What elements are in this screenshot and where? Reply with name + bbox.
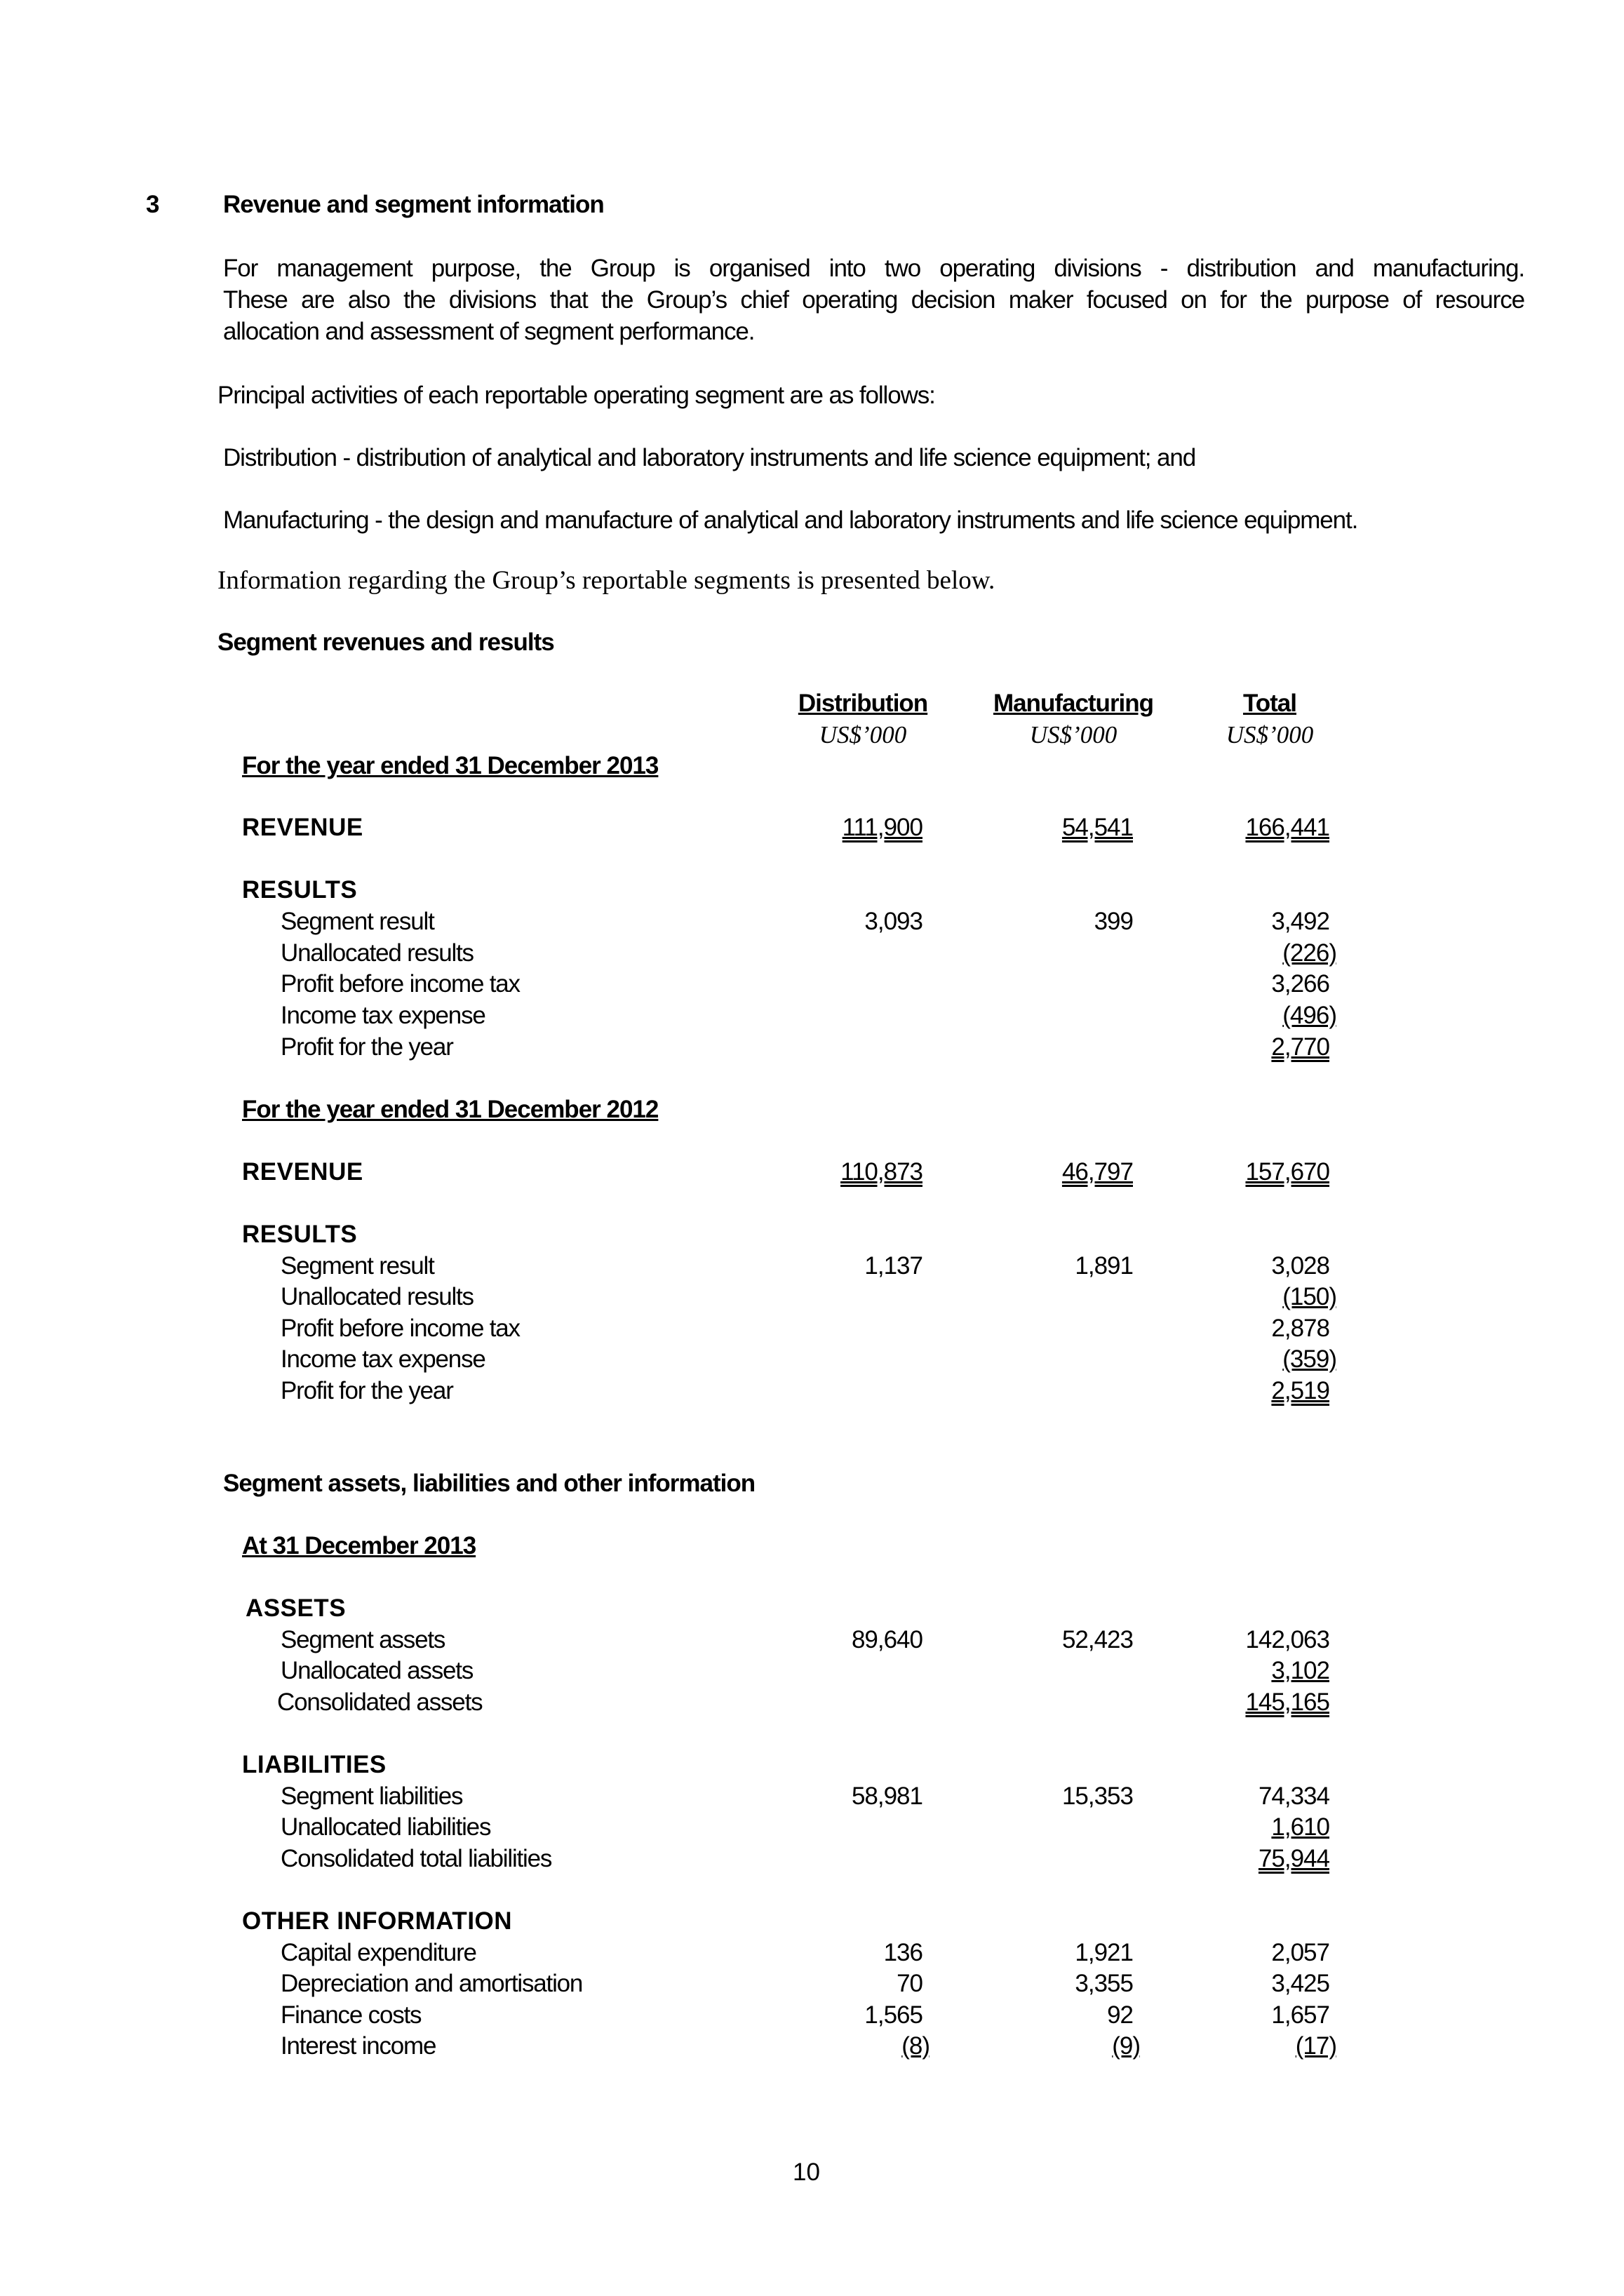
profit-before-tax-label: Profit before income tax: [281, 1315, 520, 1342]
consolidated-assets-total: 145,165: [1245, 1689, 1329, 1716]
column-unit-distribution: US$’000: [819, 721, 907, 748]
assets-section-title: Segment assets, liabilities and other information: [223, 1470, 756, 1497]
capex-total: 2,057: [1271, 1939, 1329, 1966]
segment-liabilities-manufacturing: 15,353: [1061, 1783, 1133, 1810]
unallocated-liabilities-total: 1,610: [1271, 1813, 1329, 1841]
revenue-label: REVENUE: [242, 814, 363, 841]
revenue-manufacturing-2012: 46,797: [1061, 1158, 1133, 1186]
interest-income-total: (17): [1295, 2032, 1336, 2060]
revenue-total-2012: 157,670: [1245, 1158, 1329, 1186]
income-tax-total-2012: (359): [1282, 1345, 1336, 1373]
profit-for-year-label: Profit for the year: [281, 1033, 453, 1061]
unallocated-results-total-2012: (150): [1282, 1283, 1336, 1310]
unallocated-results-label: Unallocated results: [281, 1283, 474, 1310]
segment-result-manufacturing-2013: 399: [1094, 908, 1133, 935]
year-2013-heading: For the year ended 31 December 2013: [242, 752, 659, 779]
profit-for-year-label: Profit for the year: [281, 1377, 453, 1404]
unallocated-assets-total: 3,102: [1271, 1657, 1329, 1684]
unallocated-results-label: Unallocated results: [281, 939, 474, 967]
finance-costs-manufacturing: 92: [1107, 2001, 1133, 2029]
segment-result-distribution-2013: 3,093: [864, 908, 922, 935]
income-tax-label: Income tax expense: [281, 1345, 485, 1373]
revenue-distribution-2012: 110,873: [840, 1158, 922, 1186]
unallocated-assets-label: Unallocated assets: [281, 1657, 474, 1684]
depreciation-manufacturing: 3,355: [1075, 1970, 1133, 1997]
segment-result-total-2013: 3,492: [1271, 908, 1329, 935]
profit-before-tax-total-2013: 3,266: [1271, 970, 1329, 998]
page-number: 10: [793, 2159, 820, 2186]
consolidated-liabilities-total: 75,944: [1258, 1845, 1329, 1872]
assets-date-heading: At 31 December 2013: [242, 1532, 476, 1559]
profit-before-tax-label: Profit before income tax: [281, 970, 520, 998]
results-label: RESULTS: [242, 1221, 358, 1248]
income-tax-total-2013: (496): [1282, 1002, 1336, 1029]
intro-line: These are also the divisions that the Group’s chief operating decision maker focused on for the purpose of resource: [223, 286, 1524, 314]
segment-liabilities-distribution: 58,981: [851, 1783, 922, 1810]
column-header-manufacturing: Manufacturing: [993, 690, 1154, 717]
finance-costs-distribution: 1,565: [864, 2001, 922, 2029]
revenue-distribution-2013: 111,900: [842, 814, 922, 841]
interest-income-distribution: (8): [901, 2032, 930, 2060]
column-header-total: Total: [1242, 690, 1296, 717]
revenue-total-2013: 166,441: [1245, 814, 1329, 841]
column-header-distribution: Distribution: [798, 690, 928, 717]
profit-for-year-total-2013: 2,770: [1271, 1033, 1329, 1061]
assets-label: ASSETS: [246, 1595, 347, 1622]
depreciation-label: Depreciation and amortisation: [281, 1970, 583, 1997]
segment-assets-label: Segment assets: [281, 1626, 445, 1653]
profit-for-year-total-2012: 2,519: [1271, 1377, 1329, 1404]
other-information-label: OTHER INFORMATION: [242, 1907, 513, 1935]
interest-income-label: Interest income: [281, 2032, 436, 2060]
column-unit-manufacturing: US$’000: [1029, 721, 1118, 748]
segment-result-distribution-2012: 1,137: [864, 1252, 922, 1280]
segment-result-label: Segment result: [281, 908, 434, 935]
capex-label: Capital expenditure: [281, 1939, 476, 1966]
liabilities-label: LIABILITIES: [242, 1751, 387, 1778]
finance-costs-label: Finance costs: [281, 2001, 422, 2029]
section-number: 3: [146, 191, 159, 218]
consolidated-assets-label: Consolidated assets: [277, 1689, 483, 1716]
column-unit-total: US$’000: [1226, 721, 1314, 748]
revenue-label: REVENUE: [242, 1158, 363, 1186]
intro-line: allocation and assessment of segment performance.: [223, 318, 755, 345]
income-tax-label: Income tax expense: [281, 1002, 485, 1029]
depreciation-distribution: 70: [897, 1970, 922, 1997]
revenue-manufacturing-2013: 54,541: [1061, 814, 1133, 841]
segment-assets-manufacturing: 52,423: [1061, 1626, 1133, 1653]
principal-activities-text: Principal activities of each reportable operating segment are as follows:: [217, 382, 935, 409]
consolidated-liabilities-label: Consolidated total liabilities: [281, 1845, 552, 1872]
intro-paragraph: [223, 253, 1524, 347]
segment-result-total-2012: 3,028: [1271, 1252, 1329, 1280]
unallocated-liabilities-label: Unallocated liabilities: [281, 1813, 491, 1841]
segment-result-manufacturing-2012: 1,891: [1075, 1252, 1133, 1280]
unallocated-results-total-2013: (226): [1282, 939, 1336, 967]
capex-manufacturing: 1,921: [1075, 1939, 1133, 1966]
section-title: Revenue and segment information: [223, 191, 604, 218]
interest-income-manufacturing: (9): [1112, 2032, 1140, 2060]
segment-liabilities-total: 74,334: [1258, 1783, 1329, 1810]
segment-result-label: Segment result: [281, 1252, 434, 1280]
intro-line: For management purpose, the Group is organised into two operating divisions - distribution and manufacturing.: [223, 255, 1524, 282]
distribution-description: Distribution - distribution of analytical and laboratory instruments and life science equipment; and: [223, 444, 1196, 471]
profit-before-tax-total-2012: 2,878: [1271, 1315, 1329, 1342]
segments-info-text: Information regarding the Group’s reportable segments is presented below.: [217, 566, 995, 595]
segment-liabilities-label: Segment liabilities: [281, 1783, 463, 1810]
depreciation-total: 3,425: [1271, 1970, 1329, 1997]
finance-costs-total: 1,657: [1271, 2001, 1329, 2029]
manufacturing-description: Manufacturing - the design and manufacture of analytical and laboratory instruments and life science equipment.: [223, 506, 1358, 534]
results-label: RESULTS: [242, 876, 358, 904]
segment-assets-total: 142,063: [1245, 1626, 1329, 1653]
capex-distribution: 136: [883, 1939, 922, 1966]
segment-assets-distribution: 89,640: [851, 1626, 922, 1653]
results-section-title: Segment revenues and results: [217, 629, 554, 656]
year-2012-heading: For the year ended 31 December 2012: [242, 1096, 659, 1123]
